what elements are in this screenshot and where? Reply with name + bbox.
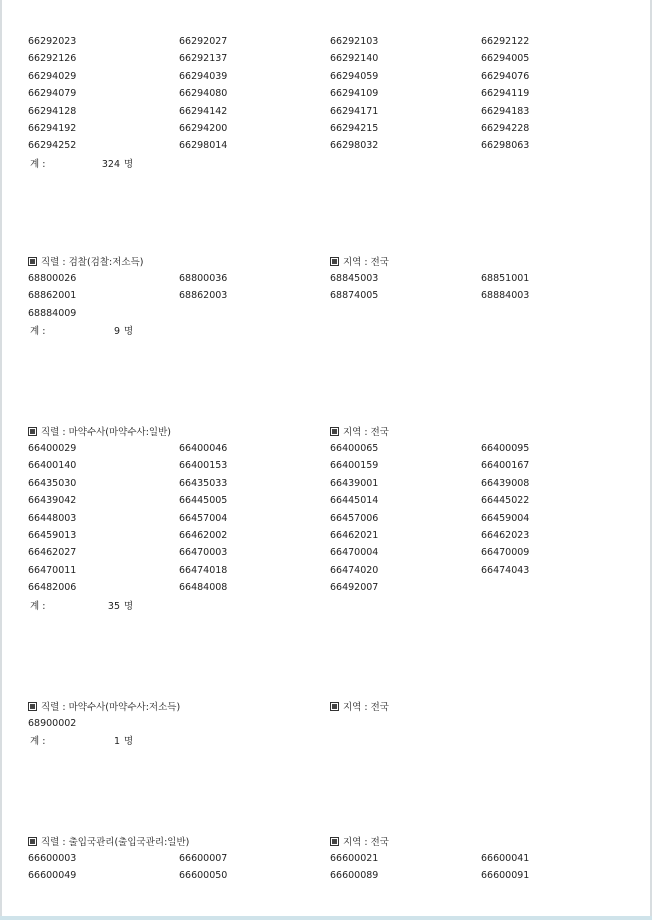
id-number: 66294039 (179, 70, 228, 82)
square-bullet-icon (28, 427, 37, 436)
id-number: 66294200 (179, 122, 228, 134)
id-number: 66292126 (28, 53, 77, 65)
total-label: 계 : (30, 600, 46, 612)
total-count: 324 (101, 158, 120, 170)
id-number: 66294215 (330, 122, 379, 134)
total-label: 계 : (30, 326, 46, 338)
id-number: 66400095 (481, 443, 530, 454)
id-number: 68900002 (28, 718, 77, 729)
id-number: 66474043 (481, 564, 530, 576)
square-bullet-icon (28, 702, 37, 711)
id-number: 66474020 (330, 564, 379, 576)
id-number: 66294079 (28, 88, 77, 100)
id-number: 66292140 (330, 53, 379, 65)
id-number: 66294119 (481, 88, 530, 100)
id-number: 66600003 (28, 853, 77, 864)
region-label: 지역 : 전국 (330, 424, 389, 438)
id-number: 66294080 (179, 88, 228, 100)
id-number: 68845003 (330, 273, 379, 284)
id-number: 66400167 (481, 460, 530, 472)
id-number: 66600041 (481, 853, 530, 864)
id-grid (28, 440, 628, 597)
id-grid (28, 850, 628, 885)
id-number: 68874005 (330, 290, 379, 302)
total-unit: 명 (124, 736, 134, 748)
square-bullet-icon (330, 702, 339, 711)
id-number: 66400065 (330, 443, 379, 454)
job-label: 직렬 : 마약수사(마약수사:저소득) (28, 699, 180, 713)
id-number: 66292137 (179, 53, 228, 65)
id-number: 66400029 (28, 443, 77, 454)
total-label: 계 : (30, 736, 46, 748)
section-immigration-general (28, 834, 628, 885)
id-number: 66470003 (179, 547, 228, 559)
id-number: 68851001 (481, 273, 530, 284)
id-number: 66445022 (481, 495, 530, 507)
id-number: 66292027 (179, 36, 228, 47)
id-number: 66474018 (179, 564, 228, 576)
square-bullet-icon (330, 837, 339, 846)
id-number: 66292122 (481, 36, 530, 47)
id-number: 68862001 (28, 290, 77, 302)
id-number: 66470011 (28, 564, 77, 576)
id-grid (28, 270, 628, 322)
square-bullet-icon (28, 837, 37, 846)
total-label: 계 : (30, 158, 46, 170)
id-number: 66294128 (28, 105, 77, 117)
id-grid (28, 715, 628, 732)
id-number: 66445014 (330, 495, 379, 507)
total-unit: 명 (124, 158, 134, 170)
id-number: 66470004 (330, 547, 379, 559)
id-grid (28, 33, 628, 155)
total-count: 1 (113, 736, 120, 748)
total-count: 9 (113, 326, 120, 338)
section-header (28, 254, 628, 270)
square-bullet-icon (28, 257, 37, 266)
section-header (28, 424, 628, 440)
total-row (28, 323, 628, 341)
id-number: 66294109 (330, 88, 379, 100)
id-number: 66298063 (481, 140, 530, 152)
id-number: 66600021 (330, 853, 379, 864)
id-number: 66462021 (330, 529, 379, 541)
id-number: 66470009 (481, 547, 530, 559)
id-number: 66439008 (481, 477, 530, 489)
page-border-left (0, 0, 2, 920)
region-label: 지역 : 전국 (330, 254, 389, 268)
id-number: 66294076 (481, 70, 530, 82)
id-number: 66435030 (28, 477, 77, 489)
job-label: 직렬 : 검찰(검찰:저소득) (28, 254, 143, 268)
id-number: 66600091 (481, 870, 530, 882)
id-number: 66400140 (28, 460, 77, 472)
id-number: 66457006 (330, 512, 379, 524)
id-number: 68884009 (28, 307, 77, 319)
id-number: 66459013 (28, 529, 77, 541)
square-bullet-icon (330, 257, 339, 266)
id-number: 66482006 (28, 582, 77, 594)
id-number: 66294142 (179, 105, 228, 117)
id-number: 66439042 (28, 495, 77, 507)
id-number: 68862003 (179, 290, 228, 302)
id-number: 66292023 (28, 36, 77, 47)
id-number: 66462027 (28, 547, 77, 559)
id-number: 66445005 (179, 495, 228, 507)
square-bullet-icon (330, 427, 339, 436)
id-number: 66448003 (28, 512, 77, 524)
job-label: 직렬 : 마약수사(마약수사:일반) (28, 424, 171, 438)
region-label: 지역 : 전국 (330, 834, 389, 848)
id-number: 66294171 (330, 105, 379, 117)
id-number: 68884003 (481, 290, 530, 302)
id-number: 66298014 (179, 140, 228, 152)
id-number: 66600007 (179, 853, 228, 864)
total-row (28, 156, 628, 174)
id-number: 66400159 (330, 460, 379, 472)
id-number: 66435033 (179, 477, 228, 489)
section-narcotics-low-income (28, 699, 628, 751)
id-number: 66294192 (28, 122, 77, 134)
total-row (28, 733, 628, 751)
id-number: 66294183 (481, 105, 530, 117)
total-row (28, 598, 628, 616)
id-number: 66400153 (179, 460, 228, 472)
id-number: 66294228 (481, 122, 530, 134)
total-count: 35 (107, 600, 120, 612)
id-number: 68800026 (28, 273, 77, 284)
id-number: 66400046 (179, 443, 228, 454)
id-number: 66294005 (481, 53, 530, 65)
region-label: 지역 : 전국 (330, 699, 389, 713)
id-number: 66484008 (179, 582, 228, 594)
section-prosecution-low-income (28, 254, 628, 341)
id-number: 66459004 (481, 512, 530, 524)
id-number: 66439001 (330, 477, 379, 489)
id-number: 66292103 (330, 36, 379, 47)
id-number: 66462002 (179, 529, 228, 541)
id-number: 66457004 (179, 512, 228, 524)
id-number: 66600089 (330, 870, 379, 882)
job-label: 직렬 : 출입국관리(출입국관리:일반) (28, 834, 189, 848)
id-number: 66294252 (28, 140, 77, 152)
id-number: 66294029 (28, 70, 77, 82)
id-number: 68800036 (179, 273, 228, 284)
page-border-bottom (0, 916, 652, 920)
section-header (28, 699, 628, 715)
total-unit: 명 (124, 600, 134, 612)
section-continued (28, 33, 628, 174)
section-narcotics-general (28, 424, 628, 616)
id-number: 66294059 (330, 70, 379, 82)
id-number: 66462023 (481, 529, 530, 541)
id-number: 66600049 (28, 870, 77, 882)
section-header (28, 834, 628, 850)
id-number: 66492007 (330, 582, 379, 594)
id-number: 66600050 (179, 870, 228, 882)
total-unit: 명 (124, 326, 134, 338)
id-number: 66298032 (330, 140, 379, 152)
